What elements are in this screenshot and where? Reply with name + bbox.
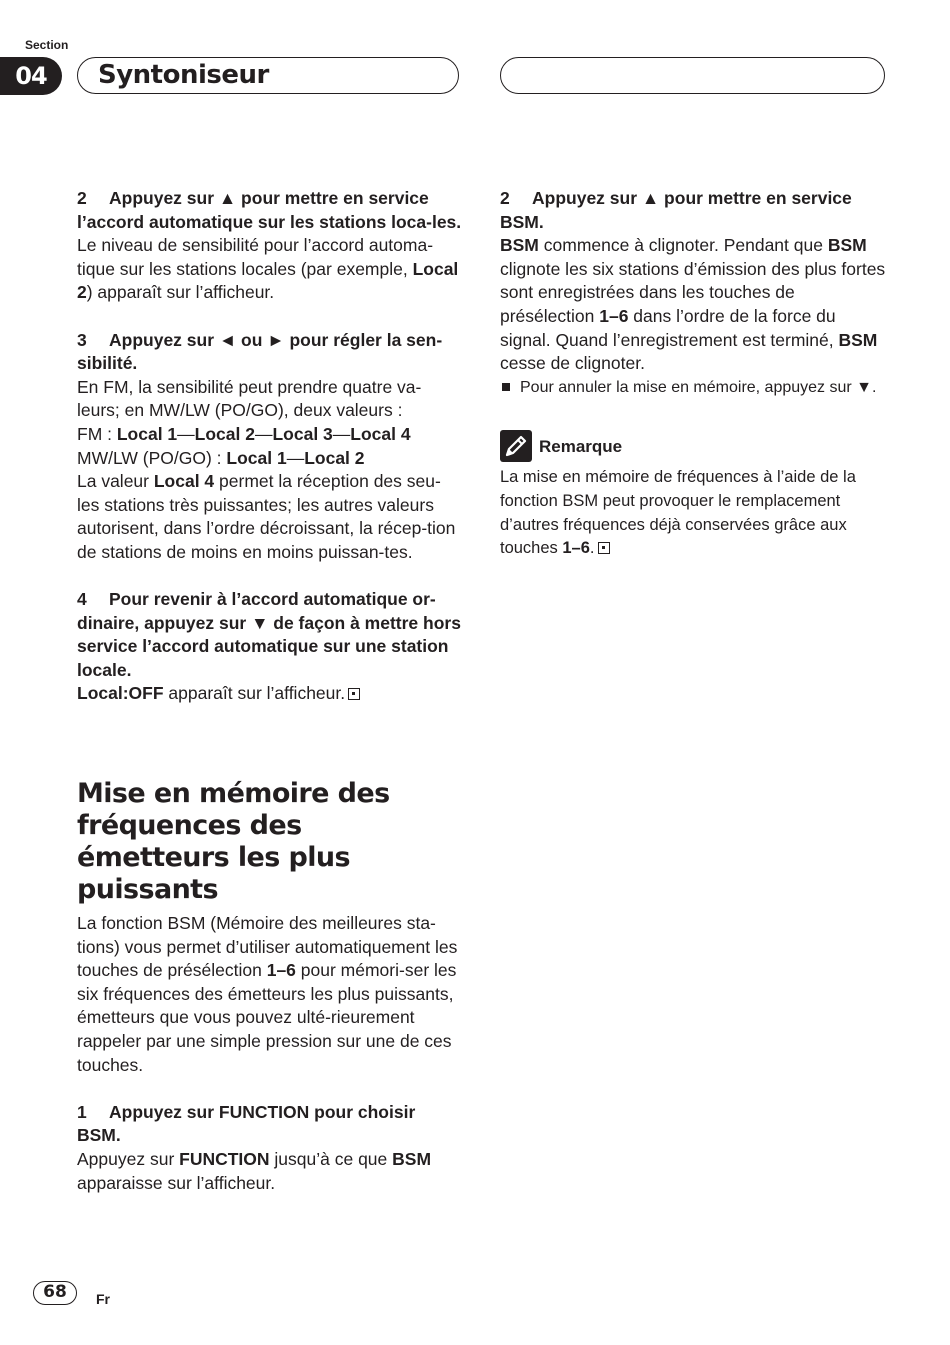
end-mark-icon: [598, 542, 610, 554]
step-3-title: 3 Appuyez sur ◄ ou ► pour régler la sen-sibilité.: [77, 329, 443, 374]
note-header: [500, 430, 888, 462]
step-2-body: Le niveau de sensibilité pour l’accord automa-tique sur les stations locales (par exemple, Local 2) apparaît sur l’afficheur.: [77, 235, 459, 303]
bsm-intro: La fonction BSM (Mémoire des meilleures sta-tions) vous permet d’utiliser automatiquement les touches de présélection 1–6 pour mémori-ser les six fréquences des émetteurs les plus puissants, émetteurs que vous pouvez ulté-rieurement rappeler par une simple pression sur une de ces touches.: [77, 913, 458, 1075]
language-label: Fr: [96, 1291, 110, 1307]
bsm-step-2-body: BSM commence à clignoter. Pendant que BSM clignote les six stations d’émission des plus fortes sont enregistrées dans les touches de présélection 1–6 dans l’ordre de la force du signal. Quand l’enregistrement est terminé, BSM cesse de clignoter.: [500, 235, 886, 374]
note-body: La mise en mémoire de fréquences à l’aide de la fonction BSM peut provoquer le remplacement d’autres fréquences déjà conservées grâce aux touches 1–6.: [500, 468, 856, 558]
mw-values: MW/LW (PO/GO) : Local 1—Local 2: [77, 447, 365, 468]
bsm-step-1-body: Appuyez sur FUNCTION jusqu’à ce que BSM apparaisse sur l’afficheur.: [77, 1149, 432, 1193]
step-4-body: Local:OFF apparaît sur l’afficheur.: [77, 682, 462, 706]
section-label: Section: [25, 38, 69, 52]
cancel-bullet: Pour annuler la mise en mémoire, appuyez sur ▼.: [500, 376, 888, 400]
end-mark-icon: [348, 688, 360, 700]
right-column: [500, 187, 888, 561]
section-title-box: [77, 57, 459, 94]
section-title: Syntoniseur: [98, 60, 269, 90]
pencil-note-icon: [500, 430, 532, 462]
page-number: 68: [33, 1281, 77, 1305]
fm-values: FM : Local 1—Local 2—Local 3—Local 4: [77, 423, 411, 444]
bullet-icon: [502, 383, 510, 391]
left-column: [77, 187, 462, 1195]
bsm-step-2-title: 2 Appuyez sur ▲ pour mettre en service BSM.: [500, 188, 852, 232]
step-4-title: 4 Pour revenir à l’accord automatique or-dinaire, appuyez sur ▼ de façon à mettre hors service l’accord automatique sur une station locale.: [77, 589, 461, 680]
step-3-body-2: La valeur Local 4 permet la réception des seu-les stations très puissantes; les autres valeurs autorisent, dans l’ordre décroissant, la récep-tion de stations de moins en moins puissan-tes.: [77, 471, 456, 562]
step-3-body: En FM, la sensibilité peut prendre quatre va-leurs; en MW/LW (PO/GO), deux valeurs :: [77, 376, 422, 421]
step-2-title: 2 Appuyez sur ▲ pour mettre en service l’accord automatique sur les stations loca-les.: [77, 188, 462, 232]
bsm-heading: Mise en mémoire des fréquences des émetteurs les plus puissants: [77, 778, 390, 906]
section-number: 04: [0, 57, 62, 95]
bsm-step-1-title: 1 Appuyez sur FUNCTION pour choisir BSM.: [77, 1101, 416, 1146]
note-title: Remarque: [539, 436, 623, 456]
header-right-box: [500, 57, 885, 94]
